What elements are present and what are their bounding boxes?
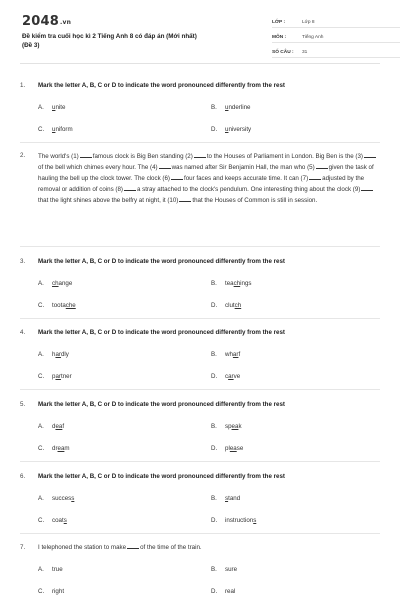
underlined-sound: ch <box>233 280 241 287</box>
underlined-sound: ea <box>57 445 65 452</box>
question-number: 5. <box>20 401 26 408</box>
option-text: pl <box>225 445 230 452</box>
option-d[interactable] <box>211 302 241 309</box>
option-letter: D. <box>211 373 218 380</box>
option-letter: A. <box>38 495 44 502</box>
question-number: 6. <box>20 473 26 480</box>
option-a[interactable] <box>38 280 72 287</box>
option-text: k <box>238 423 242 430</box>
underlined-sound: ar <box>55 373 61 380</box>
reading-passage <box>38 152 378 207</box>
option-text: clut <box>225 302 235 309</box>
underlined-sound: u <box>225 126 229 133</box>
page-header <box>20 0 380 64</box>
blank-8[interactable] <box>124 186 136 191</box>
option-b[interactable] <box>211 104 250 111</box>
question-text-before: I telephoned the station to make <box>38 544 127 551</box>
option-letter: A. <box>38 280 44 287</box>
document-title <box>22 32 252 50</box>
blank-9[interactable] <box>361 186 373 191</box>
option-text: sp <box>225 423 232 430</box>
option-letter: C. <box>38 517 45 524</box>
option-text: true <box>52 566 63 573</box>
option-letter: A. <box>38 104 44 111</box>
underlined-sound: u <box>225 104 229 111</box>
site-logo[interactable] <box>22 14 71 29</box>
question-text: Mark the letter A, B, C or D to indicate the word pronounced differently from the rest <box>38 401 285 408</box>
option-text: niversity <box>228 126 252 133</box>
blank[interactable] <box>127 544 139 549</box>
option-d[interactable] <box>211 517 256 524</box>
underlined-sound: ch <box>234 302 242 309</box>
question-text-after: of the time of the train. <box>140 544 202 551</box>
divider <box>20 389 380 390</box>
option-text: se <box>236 445 244 452</box>
option-text: dly <box>60 351 69 358</box>
option-d[interactable] <box>211 588 235 595</box>
option-letter: B. <box>211 280 217 287</box>
option-letter: B. <box>211 495 217 502</box>
option-text: wh <box>225 351 233 358</box>
question-text <box>38 544 202 551</box>
question-number: 2. <box>20 152 26 159</box>
option-b[interactable] <box>211 351 240 358</box>
option-d[interactable] <box>211 126 251 133</box>
option-letter: D. <box>211 445 218 452</box>
option-letter: C. <box>38 302 45 309</box>
divider <box>20 461 380 462</box>
meta-value: Lớp 8 <box>302 20 315 25</box>
underlined-sound: che <box>65 302 76 309</box>
option-letter: D. <box>211 517 218 524</box>
option-b[interactable] <box>211 423 242 430</box>
question-number: 3. <box>20 258 26 265</box>
passage-text: The world's (1) <box>38 153 79 160</box>
underlined-sound: u <box>52 104 56 111</box>
option-c[interactable] <box>38 126 73 133</box>
option-letter: B. <box>211 351 217 358</box>
option-text: nderline <box>228 104 251 111</box>
underlined-sound: ea <box>229 445 237 452</box>
option-text: right <box>52 588 65 595</box>
option-letter: B. <box>211 566 217 573</box>
option-text: nite <box>55 104 66 111</box>
underlined-sound: s <box>253 517 257 524</box>
passage-text: of the bell which chimes every hour. The (4) <box>38 163 158 171</box>
option-c[interactable] <box>38 445 70 452</box>
option-text: f <box>238 351 241 358</box>
option-c[interactable] <box>38 373 72 380</box>
passage-text: given the task of hauling the bell up the clock tower. The clock (6) <box>38 163 374 182</box>
underlined-sound: ch <box>52 280 59 287</box>
title-line-2: (Đề 3) <box>22 42 40 49</box>
divider <box>20 142 380 143</box>
meta-row-subject <box>272 29 400 43</box>
logo-suffix: .vn <box>59 19 72 26</box>
option-text: instruction <box>225 517 254 524</box>
question-text: Mark the letter A, B, C or D to indicate the word pronounced differently from the rest <box>38 258 285 265</box>
option-text: tner <box>60 373 72 380</box>
question-text: Mark the letter A, B, C or D to indicate the word pronounced differently from the rest <box>38 329 285 336</box>
option-c[interactable] <box>38 517 67 524</box>
option-letter: D. <box>211 302 218 309</box>
option-b[interactable] <box>211 495 240 502</box>
divider <box>20 318 380 319</box>
option-text: tand <box>228 495 241 502</box>
meta-label: SỐ CÂU : <box>272 50 294 55</box>
option-text: sure <box>225 566 238 573</box>
option-c[interactable] <box>38 302 76 309</box>
meta-label: MÔN : <box>272 35 287 40</box>
option-letter: A. <box>38 423 44 430</box>
meta-value: 31 <box>302 50 308 55</box>
underlined-sound: s <box>225 495 229 502</box>
underlined-sound: u <box>52 126 56 133</box>
question-number: 7. <box>20 544 26 551</box>
option-a[interactable] <box>38 351 69 358</box>
option-text: h <box>52 351 56 358</box>
option-text: niform <box>55 126 73 133</box>
question-number: 4. <box>20 329 26 336</box>
option-text: ve <box>233 373 241 380</box>
passage-text: a stray attached to the clock's pendulum. One interesting thing about the clock (9) <box>136 185 361 193</box>
passage-text: adjusted by the removal or addition of coins (8) <box>38 174 365 193</box>
passage-text: famous clock is Big Ben standing (2) <box>92 153 193 160</box>
blank-7[interactable] <box>309 175 321 180</box>
passage-text: was named after Sir Benjamin Hall, the man who (5) <box>171 163 315 171</box>
option-text: real <box>225 588 236 595</box>
option-letter: D. <box>211 126 218 133</box>
logo-main: 2048 <box>22 14 59 29</box>
underlined-sound: ea <box>231 423 239 430</box>
blank-1[interactable] <box>80 153 92 158</box>
option-letter: C. <box>38 588 45 595</box>
option-d[interactable] <box>211 445 243 452</box>
option-text: tea <box>225 280 234 287</box>
passage-text: to the Houses of Parliament in London. Big Ben is the (3) <box>206 153 363 160</box>
option-text: dr <box>52 445 58 452</box>
option-text: f <box>62 423 65 430</box>
meta-row-count <box>272 44 400 58</box>
option-text: c <box>225 373 229 380</box>
question-text: Mark the letter A, B, C or D to indicate the word pronounced differently from the rest <box>38 473 285 480</box>
option-text: succes <box>52 495 72 502</box>
passage-text: that the Houses of Common is still in session. <box>192 196 318 204</box>
blank-3[interactable] <box>364 153 376 158</box>
underlined-sound: ar <box>55 351 61 358</box>
option-text: d <box>52 423 56 430</box>
option-a[interactable] <box>38 495 74 502</box>
option-d[interactable] <box>211 373 240 380</box>
option-letter: C. <box>38 126 45 133</box>
meta-row-class <box>272 14 400 28</box>
option-a[interactable] <box>38 423 64 430</box>
underlined-sound: s <box>63 517 67 524</box>
option-text: coat <box>52 517 64 524</box>
question-text: Mark the letter A, B, C or D to indicate the word pronounced differently from the rest <box>38 82 285 89</box>
divider <box>20 246 380 247</box>
option-text: ings <box>240 280 252 287</box>
option-letter: C. <box>38 445 45 452</box>
option-b[interactable] <box>211 280 252 287</box>
option-letter: A. <box>38 566 44 573</box>
option-b[interactable] <box>211 566 237 573</box>
option-text: ange <box>58 280 73 287</box>
option-letter: B. <box>211 104 217 111</box>
meta-label: LỚP : <box>272 20 286 25</box>
question-number: 1. <box>20 82 26 89</box>
underlined-sound: ea <box>55 423 63 430</box>
underlined-sound: ar <box>228 373 234 380</box>
option-letter: C. <box>38 373 45 380</box>
title-line-1: Đề kiểm tra cuối học kì 2 Tiếng Anh 8 có đáp án (Mới nhất) <box>22 33 197 40</box>
option-a[interactable] <box>38 566 63 573</box>
option-a[interactable] <box>38 104 65 111</box>
blank-5[interactable] <box>316 164 328 169</box>
blank-2[interactable] <box>194 153 206 158</box>
document-meta <box>272 14 400 59</box>
option-letter: D. <box>211 588 218 595</box>
option-text: p <box>52 373 56 380</box>
blank-4[interactable] <box>159 164 171 169</box>
passage-text: that the light shines above the belfry at night, it (10) <box>38 196 179 204</box>
underlined-sound: s <box>71 495 75 502</box>
option-letter: B. <box>211 423 217 430</box>
meta-value: Tiếng Anh <box>302 35 324 40</box>
underlined-sound: ar <box>232 351 239 358</box>
option-text: toota <box>52 302 66 309</box>
divider <box>20 533 380 534</box>
passage-text: four faces and keeps accurate time. It can (7) <box>183 174 309 182</box>
option-c[interactable] <box>38 588 64 595</box>
option-text: m <box>64 445 70 452</box>
blank-10[interactable] <box>179 197 191 202</box>
option-letter: A. <box>38 351 44 358</box>
blank-6[interactable] <box>171 175 183 180</box>
